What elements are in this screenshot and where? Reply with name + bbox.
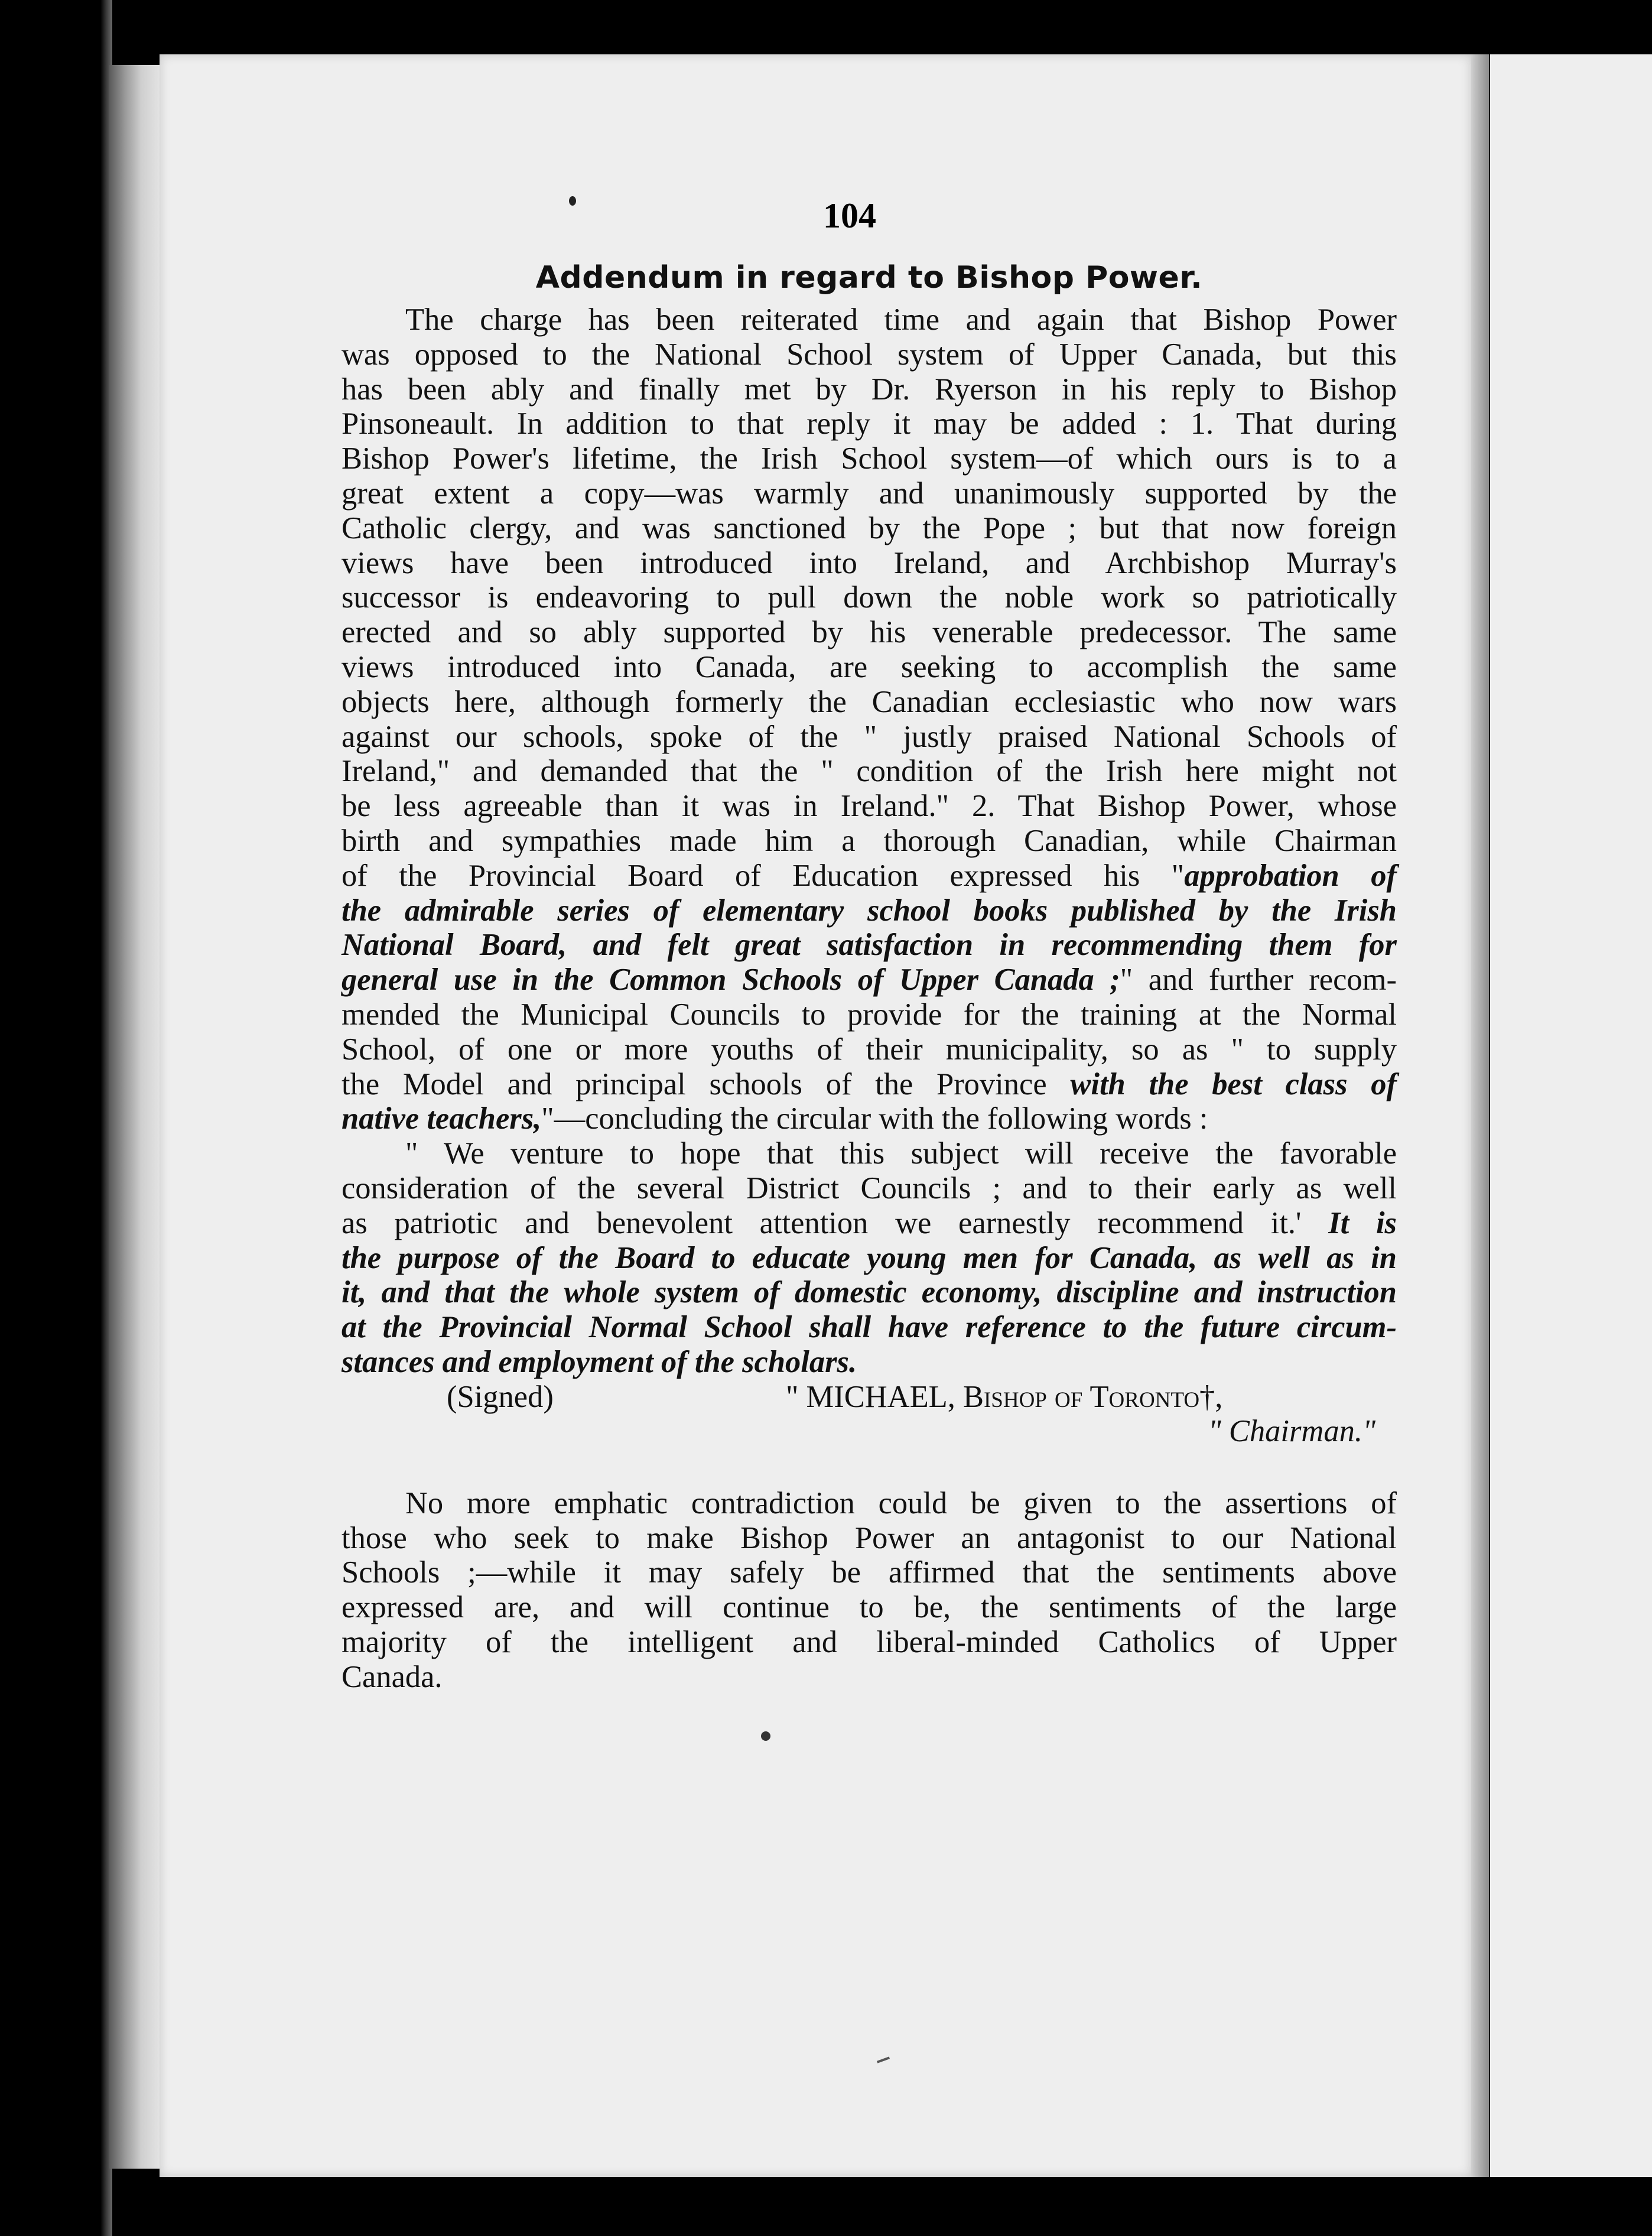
signer-role: " Chairman." bbox=[1208, 1413, 1375, 1448]
text-line-italic: the admirable series of elementary school books published by the Irish bbox=[342, 893, 1397, 928]
text-line: School, of one or more youths of their municipality, so as " to supply bbox=[342, 1032, 1397, 1067]
quote-line: consideration of the several District Councils ; and to their early as well bbox=[342, 1171, 1397, 1205]
text-line: The charge has been reiterated time and again that Bishop Power bbox=[405, 303, 1397, 337]
text-line: views introduced into Canada, are seeking to accomplish the same bbox=[342, 649, 1397, 684]
signer: " MICHAEL, Bishop of Toronto†, bbox=[786, 1379, 1223, 1414]
text-line: has been ably and finally met by Dr. Ryerson in his reply to Bishop bbox=[342, 372, 1397, 407]
text-line: Schools ;—while it may safely be affirmed that the sentiments above bbox=[342, 1555, 1397, 1590]
ink-speck bbox=[761, 1731, 770, 1741]
text-line: be less agreeable than it was in Ireland." 2. That Bishop Power, whose bbox=[342, 789, 1397, 824]
text-line: great extent a copy—was warmly and unanimously supported by the bbox=[342, 476, 1397, 511]
page-gutter bbox=[1471, 54, 1489, 2177]
quote-line: " We venture to hope that this subject will receive the favorable bbox=[405, 1136, 1397, 1171]
quote-line-italic: stances and employment of the scholars. bbox=[342, 1344, 857, 1379]
quote-line-italic: it, and that the whole system of domestic economy, discipline and instruction bbox=[342, 1275, 1397, 1310]
scan-left-edge bbox=[0, 0, 112, 2236]
text-line: Bishop Power's lifetime, the Irish School system—of which ours is to a bbox=[342, 441, 1397, 476]
paragraph-1 bbox=[342, 303, 1397, 1136]
text-line: against our schools, spoke of the " justly praised National Schools of bbox=[342, 719, 1397, 754]
text-line: general use in the Common Schools of Upper Canada ;" and further recom- bbox=[342, 963, 1397, 997]
page-number: 104 bbox=[823, 196, 876, 235]
quote-line-italic: the purpose of the Board to educate young men for Canada, as well as in bbox=[342, 1240, 1397, 1275]
text-line: birth and sympathies made him a thorough Canadian, while Chairman bbox=[342, 823, 1397, 858]
signature-block bbox=[342, 1379, 1397, 1448]
text-line: was opposed to the National School system of Upper Canada, but this bbox=[342, 337, 1397, 372]
text-line: majority of the intelligent and liberal-minded Catholics of Upper bbox=[342, 1624, 1397, 1659]
text-line: expressed are, and will continue to be, the sentiments of the large bbox=[342, 1590, 1397, 1625]
text-line: native teachers,"—concluding the circular with the following words : bbox=[342, 1101, 1208, 1136]
text-line: those who seek to make Bishop Power an antagonist to our National bbox=[342, 1520, 1397, 1555]
text-line-italic: National Board, and felt great satisfaction in recommending them for bbox=[342, 928, 1397, 963]
quote-line-italic: at the Provincial Normal School shall have reference to the future circum- bbox=[342, 1310, 1397, 1345]
text-line: Canada. bbox=[342, 1659, 443, 1694]
text-line: views have been introduced into Ireland, and Archbishop Murray's bbox=[342, 545, 1397, 580]
quote-line: as patriotic and benevolent attention we earnestly recommend it.' It is bbox=[342, 1205, 1397, 1240]
book-spine bbox=[109, 65, 162, 2169]
text-line: mended the Municipal Councils to provide for the training at the Normal bbox=[342, 997, 1397, 1032]
facing-page-edge bbox=[1490, 54, 1652, 2177]
page-text bbox=[342, 195, 1397, 1694]
quotation bbox=[342, 1136, 1397, 1380]
signed-label: (Signed) bbox=[447, 1379, 554, 1414]
paragraph-2 bbox=[342, 1486, 1397, 1695]
text-line: successor is endeavoring to pull down the noble work so patriotically bbox=[342, 580, 1397, 615]
text-line: Pinsoneault. In addition to that reply it may be added : 1. That during bbox=[342, 407, 1397, 441]
text-line: Catholic clergy, and was sanctioned by the Pope ; but that now foreign bbox=[342, 511, 1397, 545]
text-line: objects here, although formerly the Canadian ecclesiastic who now wars bbox=[342, 684, 1397, 719]
text-line: No more emphatic contradiction could be given to the assertions of bbox=[405, 1486, 1397, 1520]
heading: Addendum in regard to Bishop Power. bbox=[535, 260, 1203, 295]
text-line: the Model and principal schools of the Province with the best class of bbox=[342, 1067, 1397, 1101]
text-line: erected and so ably supported by his venerable predecessor. The same bbox=[342, 615, 1397, 650]
text-line: of the Provincial Board of Education expressed his "approbation of bbox=[342, 858, 1397, 893]
text-line: Ireland," and demanded that the " condition of the Irish here might not bbox=[342, 754, 1397, 789]
